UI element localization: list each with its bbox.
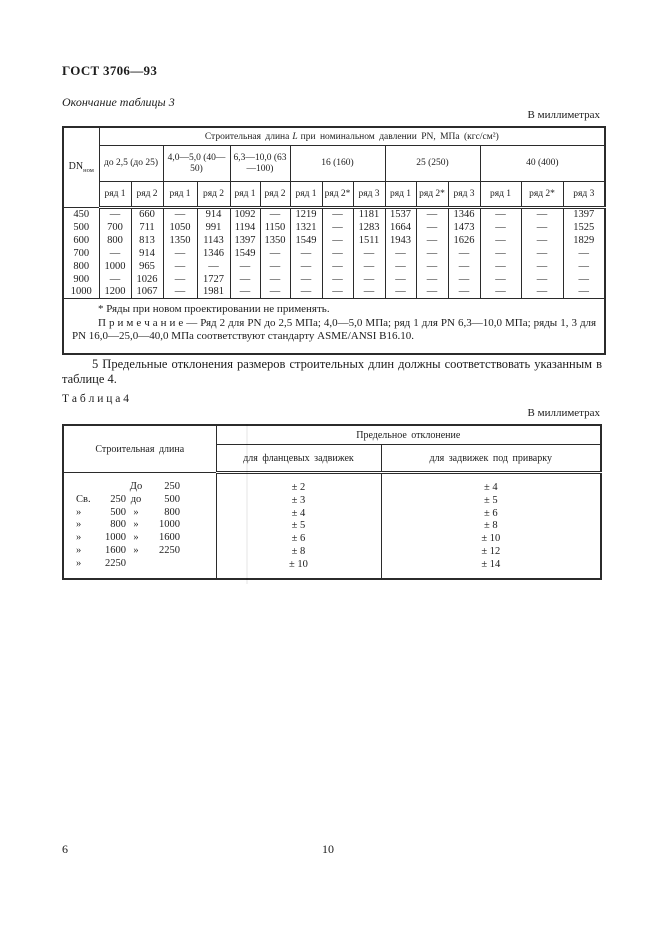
length-value: 1050 [163, 221, 197, 234]
length-value: — [480, 260, 521, 273]
length-value: — [290, 273, 322, 286]
length-value: — [290, 260, 322, 273]
length-value: 660 [131, 208, 163, 221]
length-value: 1067 [131, 286, 163, 299]
table3-row [63, 208, 605, 221]
range-part: » [76, 519, 82, 531]
length-value: — [322, 221, 353, 234]
length-value: — [480, 221, 521, 234]
length-value: — [385, 286, 416, 299]
dn-value: 800 [63, 260, 99, 273]
table4-col1-header: Строительная длина [63, 425, 216, 473]
table3-notes-row [63, 299, 605, 354]
length-value: — [521, 260, 563, 273]
length-value: 1549 [290, 234, 322, 247]
length-value: — [521, 208, 563, 221]
length-value: — [163, 273, 197, 286]
range-part [146, 558, 180, 571]
table4-subheader-weld: для задвижек под приварку [381, 445, 601, 473]
flange-deviation-value: ± 4 [291, 507, 306, 519]
range-part: » [76, 544, 82, 556]
length-value: 1350 [163, 234, 197, 247]
range-part: 500 [110, 506, 126, 518]
series-header: ряд 3 [448, 182, 480, 208]
length-value: — [260, 260, 290, 273]
pressure-groups-row [63, 146, 605, 182]
length-value: — [260, 247, 290, 260]
length-range-line [64, 545, 216, 558]
length-value: 1525 [563, 221, 605, 234]
pressure-group-header: 4,0—5,0 (40—50) [163, 146, 230, 182]
range-part [98, 481, 126, 494]
range-part: 800 [164, 506, 180, 518]
length-value: 1397 [230, 234, 260, 247]
length-value: — [322, 247, 353, 260]
length-value: — [163, 208, 197, 221]
length-value: — [290, 286, 322, 299]
length-value: 1473 [448, 221, 480, 234]
length-value: — [563, 286, 605, 299]
weld-deviation-value: ± 10 [481, 533, 501, 545]
length-value: — [448, 247, 480, 260]
length-value: 711 [131, 221, 163, 234]
length-value: — [521, 286, 563, 299]
series-header: ряд 1 [480, 182, 521, 208]
range-part: » [133, 506, 139, 518]
length-value: — [230, 260, 260, 273]
dn-column-header [63, 127, 99, 208]
range-part: 800 [110, 519, 126, 531]
pressure-group-header: до 2,5 (до 25) [99, 146, 163, 182]
scan-artifact [246, 424, 248, 584]
dn-subscript: ном [83, 167, 94, 174]
span-header-post: при номинальном давлении PN, МПа (кгс/см²) [300, 131, 499, 142]
flange-deviation-value: ± 2 [291, 482, 306, 493]
length-value: — [353, 247, 385, 260]
length-value: — [480, 286, 521, 299]
length-value: 1346 [197, 247, 230, 260]
length-value: 800 [99, 234, 131, 247]
length-value: 1026 [131, 273, 163, 286]
range-part [126, 558, 146, 571]
range-part: » [133, 519, 139, 531]
range-part: 1600 [105, 544, 126, 556]
length-value: — [260, 273, 290, 286]
range-part: » [76, 557, 82, 569]
length-value: — [416, 273, 448, 286]
length-value: — [521, 221, 563, 234]
range-part: 250 [164, 481, 180, 492]
length-value: — [416, 260, 448, 273]
range-part: » [76, 532, 82, 544]
length-value: — [353, 273, 385, 286]
units-note-table4: В миллиметрах [527, 407, 600, 419]
length-value: 700 [99, 221, 131, 234]
weld-deviation-value: ± 14 [481, 558, 501, 570]
table4-span-header: Предельное отклонение [216, 425, 601, 445]
series-header: ряд 2* [521, 182, 563, 208]
length-value: — [448, 260, 480, 273]
flange-deviation-value: ± 10 [289, 558, 308, 570]
length-value: — [353, 286, 385, 299]
units-note-table3: В миллиметрах [527, 109, 600, 121]
length-value: 1181 [353, 208, 385, 221]
length-value: 1511 [353, 234, 385, 247]
table4-body-row [63, 473, 601, 579]
flange-deviation-value: ± 8 [291, 545, 306, 557]
range-part: До [129, 481, 143, 492]
flange-deviation-value: ± 6 [291, 533, 306, 545]
length-value: — [416, 286, 448, 299]
length-value: — [322, 260, 353, 273]
paragraph-5: 5 Предельные отклонения размеров строительных длин должны соответствовать указанным в таблице 4. [62, 357, 602, 386]
range-part: до [130, 493, 142, 505]
series-header: ряд 1 [99, 182, 131, 208]
length-value: — [448, 286, 480, 299]
dn-value: 450 [63, 208, 99, 221]
table3-footnote: * Ряды при новом проектировании не применять. [98, 303, 330, 315]
length-value: — [353, 260, 385, 273]
length-value: 1626 [448, 234, 480, 247]
series-header: ряд 2 [197, 182, 230, 208]
table3-body [63, 208, 605, 299]
length-value: — [480, 247, 521, 260]
page-number-left: 6 [62, 842, 68, 856]
length-value: — [290, 247, 322, 260]
length-value: 914 [131, 247, 163, 260]
length-range-cell [63, 473, 216, 579]
range-part: 1000 [105, 532, 126, 544]
flange-deviation-value: ± 3 [291, 494, 306, 506]
series-header: ряд 1 [290, 182, 322, 208]
table3-continuation-caption: Окончание таблицы 3 [62, 95, 175, 109]
length-value: — [99, 247, 131, 260]
length-value: 1283 [353, 221, 385, 234]
table3-row [63, 234, 605, 247]
range-part: Св. [76, 493, 91, 505]
length-value: — [385, 260, 416, 273]
length-value: — [163, 260, 197, 273]
length-value: 813 [131, 234, 163, 247]
page-number-center: 10 [322, 842, 334, 856]
length-value: — [163, 247, 197, 260]
length-value: 1000 [99, 260, 131, 273]
length-value: 1143 [197, 234, 230, 247]
dn-value: 600 [63, 234, 99, 247]
range-part: 1600 [159, 532, 180, 544]
dn-label: DN [68, 161, 84, 172]
length-value: — [260, 286, 290, 299]
series-header: ряд 2 [131, 182, 163, 208]
length-range-line [64, 481, 216, 494]
length-value: 1397 [563, 208, 605, 221]
length-value: — [521, 273, 563, 286]
weld-deviation-cell [381, 473, 601, 579]
range-part [76, 481, 98, 494]
series-header: ряд 2 [260, 182, 290, 208]
table3-row [63, 247, 605, 260]
length-value: 1200 [99, 286, 131, 299]
length-value: — [230, 286, 260, 299]
length-value: — [322, 286, 353, 299]
series-header: ряд 1 [230, 182, 260, 208]
range-part: 2250 [159, 544, 180, 556]
dn-value: 1000 [63, 286, 99, 299]
series-header: ряд 3 [353, 182, 385, 208]
dn-value: 900 [63, 273, 99, 286]
table3-construction-lengths [62, 126, 606, 355]
length-value: — [416, 221, 448, 234]
length-range-line [64, 558, 216, 571]
length-value: — [416, 234, 448, 247]
table3-row [63, 286, 605, 299]
length-value: — [260, 208, 290, 221]
length-value: 1219 [290, 208, 322, 221]
span-header-L: L [292, 131, 298, 142]
length-value: — [448, 273, 480, 286]
table4-deviations [62, 424, 602, 580]
table4-caption: Т а б л и ц а 4 [62, 393, 130, 405]
weld-deviation-value: ± 4 [483, 482, 498, 493]
length-value: — [416, 247, 448, 260]
length-value: — [480, 234, 521, 247]
length-value: — [197, 260, 230, 273]
length-value: 1727 [197, 273, 230, 286]
table3-row [63, 221, 605, 234]
table3-span-header [99, 127, 605, 146]
series-header: ряд 1 [163, 182, 197, 208]
length-value: — [416, 208, 448, 221]
length-value: — [480, 273, 521, 286]
weld-deviation-value: ± 8 [483, 520, 498, 532]
pressure-group-header: 40 (400) [480, 146, 605, 182]
length-value: 965 [131, 260, 163, 273]
span-header-pre: Строительная длина [204, 131, 290, 142]
length-value: — [521, 234, 563, 247]
series-header: ряд 2* [322, 182, 353, 208]
length-value: — [322, 208, 353, 221]
table3-row [63, 273, 605, 286]
length-value: — [163, 286, 197, 299]
length-value: 1981 [197, 286, 230, 299]
length-value: 1194 [230, 221, 260, 234]
table3-note: П р и м е ч а н и е — Ряд 2 для PN до 2,5 МПа; 4,0—5,0 МПа; ряд 1 для PN 6,3—10,0 МПа; ряды 1, 3 для PN 16,0—25,0—40,0 МПа соответствуют стандарту ASME/ANSI B16.10. [72, 316, 597, 342]
dn-value: 500 [63, 221, 99, 234]
table4-subheader-flange: для фланцевых задвижек [216, 445, 381, 473]
table3-row [63, 260, 605, 273]
length-value: 1346 [448, 208, 480, 221]
length-value: — [385, 273, 416, 286]
length-value: — [99, 208, 131, 221]
weld-deviation-value: ± 6 [483, 507, 498, 519]
dn-value: 700 [63, 247, 99, 260]
length-value: 1829 [563, 234, 605, 247]
range-part: 500 [164, 493, 180, 505]
series-header: ряд 3 [563, 182, 605, 208]
length-value: — [480, 208, 521, 221]
series-header: ряд 1 [385, 182, 416, 208]
length-range-line [64, 507, 216, 520]
flange-deviation-value: ± 5 [291, 520, 306, 532]
pressure-group-header: 25 (250) [385, 146, 480, 182]
weld-deviation-value: ± 5 [483, 494, 498, 506]
length-value: — [322, 234, 353, 247]
length-value: — [521, 247, 563, 260]
length-range-line [64, 519, 216, 532]
length-value: — [99, 273, 131, 286]
length-value: 991 [197, 221, 230, 234]
flange-deviation-cell [216, 473, 381, 579]
length-value: — [563, 260, 605, 273]
table3-notes-cell [63, 299, 605, 354]
document-code: ГОСТ 3706—93 [62, 63, 158, 78]
length-value: 1350 [260, 234, 290, 247]
length-range-line [64, 494, 216, 507]
length-value: 1150 [260, 221, 290, 234]
series-headers-row [63, 182, 605, 208]
length-value: — [563, 247, 605, 260]
length-value: 1092 [230, 208, 260, 221]
range-part: » [133, 532, 139, 544]
length-value: 1943 [385, 234, 416, 247]
length-value: 1549 [230, 247, 260, 260]
range-part: » [76, 506, 82, 518]
length-value: — [322, 273, 353, 286]
length-value: 1321 [290, 221, 322, 234]
pressure-group-header: 16 (160) [290, 146, 385, 182]
range-part: 250 [110, 493, 126, 505]
range-part: 1000 [159, 519, 180, 531]
length-value: 1537 [385, 208, 416, 221]
weld-deviation-value: ± 12 [481, 545, 501, 557]
length-value: — [385, 247, 416, 260]
pressure-group-header: 6,3—10,0 (63—100) [230, 146, 290, 182]
length-range-line [64, 532, 216, 545]
series-header: ряд 2* [416, 182, 448, 208]
length-value: 914 [197, 208, 230, 221]
range-part: 2250 [105, 557, 126, 569]
length-value: 1664 [385, 221, 416, 234]
length-value: — [230, 273, 260, 286]
range-part: » [133, 544, 139, 556]
length-value: — [563, 273, 605, 286]
